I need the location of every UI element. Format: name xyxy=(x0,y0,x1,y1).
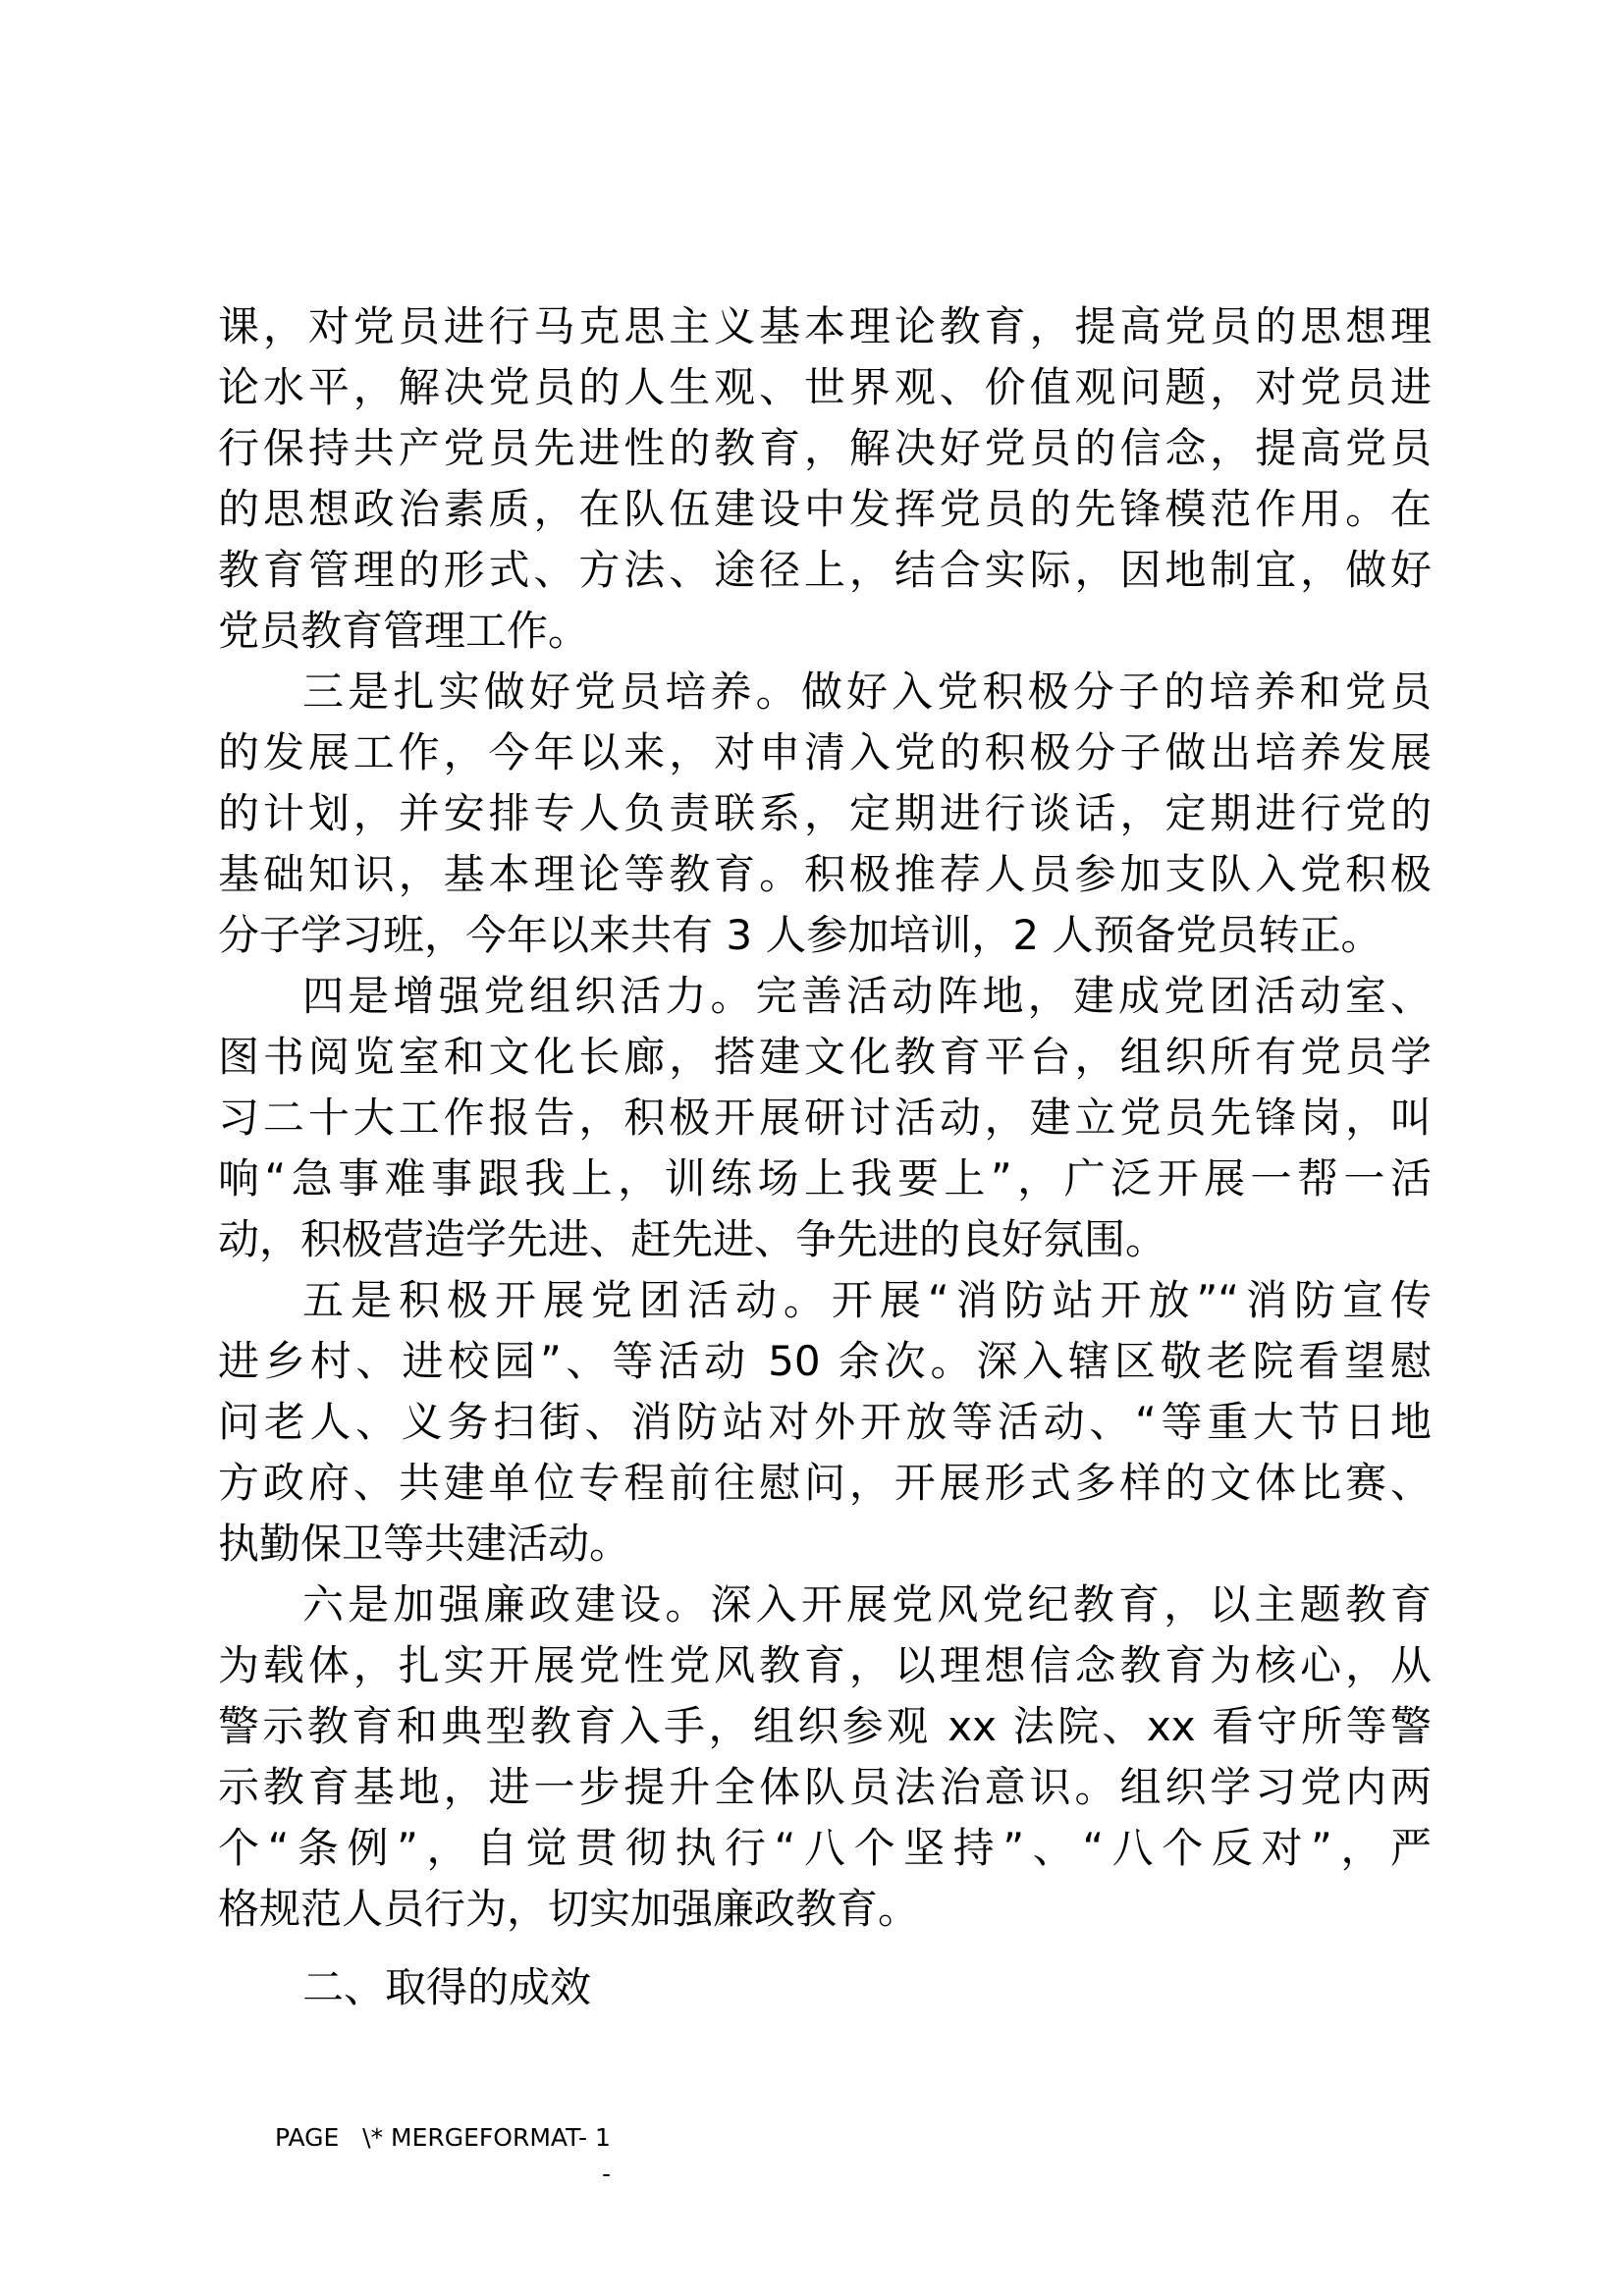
text-line: 教育管理的形式、方法、途径上，结合实际，因地制宜，做好 xyxy=(218,546,1432,594)
text-line: 课，对党员进行马克思主义基本理论教育，提高党员的思想理 xyxy=(218,302,1432,350)
text-line: 个“条例”，自觉贯彻执行“八个坚持”、“八个反对”，严 xyxy=(218,1824,1432,1872)
text-line: 警示教育和典型教育入手，组织参观 xx 法院、xx 看守所等警 xyxy=(218,1702,1432,1750)
page-footer-field: PAGE \* MERGEFORMAT- 1 xyxy=(275,2123,611,2152)
text-line: 论水平，解决党员的人生观、世界观、价值观问题，对党员进 xyxy=(218,363,1432,411)
body-text xyxy=(218,296,1432,1940)
text-line: 行保持共产党员先进性的教育，解决好党员的信念，提高党员 xyxy=(218,424,1432,472)
text-line: 习二十大工作报告，积极开展研讨活动，建立党员先锋岗，叫 xyxy=(218,1094,1432,1142)
section-heading: 二、取得的成效 xyxy=(302,1963,592,2011)
text-line: 分子学习班，今年以来共有 3 人参加培训，2 人预备党员转正。 xyxy=(218,911,1382,959)
paragraph-start-line: 六是加强廉政建设。深入开展党风党纪教育，以主题教育 xyxy=(302,1580,1432,1629)
paragraph-start-line: 四是增强党组织活力。完善活动阵地，建成党团活动室、 xyxy=(302,972,1432,1020)
text-line: 的思想政治素质，在队伍建设中发挥党员的先锋模范作用。在 xyxy=(218,485,1432,533)
text-line: 执勤保卫等共建活动。 xyxy=(218,1520,631,1568)
text-line: 方政府、共建单位专程前往慰问，开展形式多样的文体比赛、 xyxy=(218,1459,1432,1507)
text-line: 图书阅览室和文化长廊，搭建文化教育平台，组织所有党员学 xyxy=(218,1033,1432,1081)
text-line: 基础知识，基本理论等教育。积极推荐人员参加支队入党积极 xyxy=(218,850,1432,898)
page-footer-dash: - xyxy=(602,2160,612,2188)
text-line: 的发展工作，今年以来，对申清入党的积极分子做出培养发展 xyxy=(218,728,1432,776)
text-line: 格规范人员行为，切实加强廉政教育。 xyxy=(218,1885,920,1933)
text-line: 为载体，扎实开展党性党风教育，以理想信念教育为核心，从 xyxy=(218,1641,1432,1689)
text-line: 党员教育管理工作。 xyxy=(218,607,590,655)
text-line: 的计划，并安排专人负责联系，定期进行谈话，定期进行党的 xyxy=(218,789,1432,837)
text-line: 进乡村、进校园”、等活动 50 余次。深入辖区敬老院看望慰 xyxy=(218,1337,1432,1385)
text-line: 示教育基地，进一步提升全体队员法治意识。组织学习党内两 xyxy=(218,1763,1432,1811)
text-line: 问老人、义务扫街、消防站对外开放等活动、“等重大节日地 xyxy=(218,1398,1432,1446)
paragraph-start-line: 三是扎实做好党员培养。做好入党积极分子的培养和党员 xyxy=(302,667,1432,716)
paragraph-start-line: 五是积极开展党团活动。开展“消防站开放”“消防宣传 xyxy=(302,1276,1432,1324)
text-line: 动，积极营造学先进、赶先进、争先进的良好氛围。 xyxy=(218,1215,1167,1263)
text-line: 响“急事难事跟我上，训练场上我要上”，广泛开展一帮一活 xyxy=(218,1154,1432,1202)
